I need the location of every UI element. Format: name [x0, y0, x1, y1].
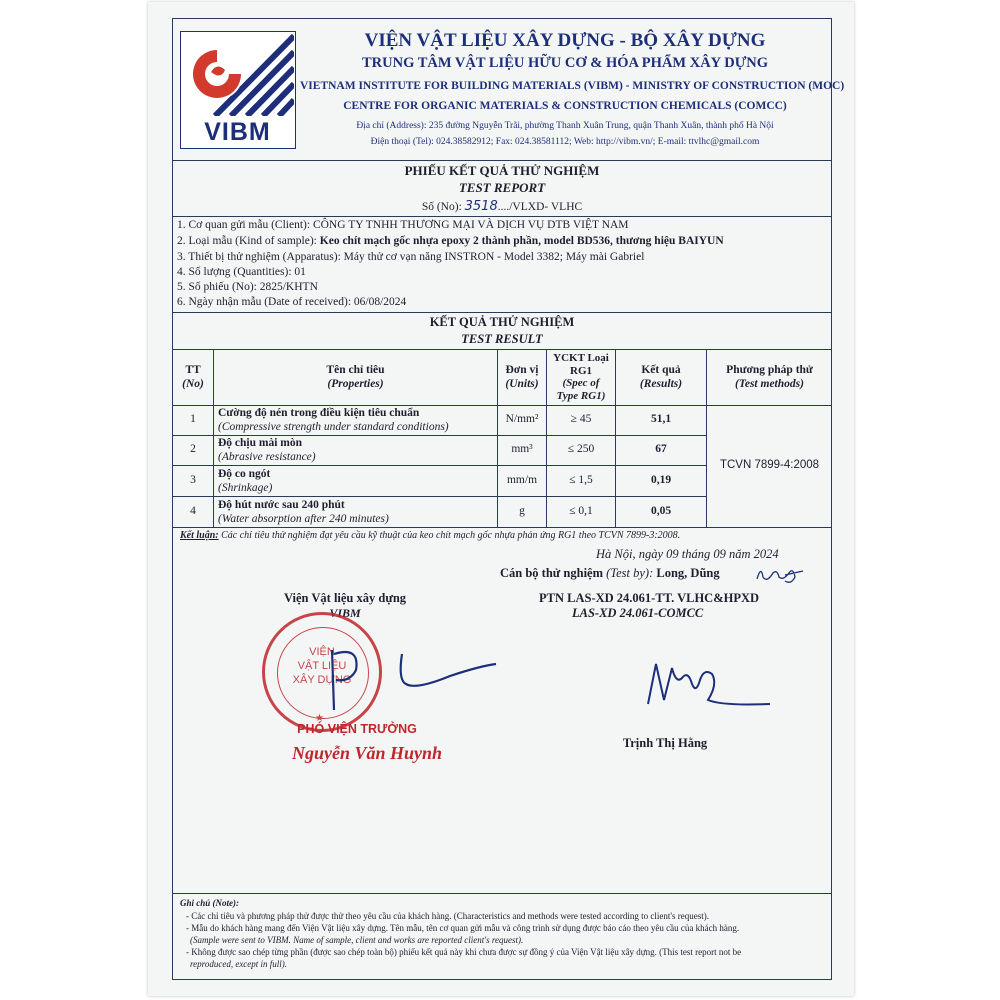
col-header-text: (Properties)	[327, 378, 384, 390]
divider	[172, 893, 832, 894]
tester-label-en: (Test by):	[606, 566, 654, 580]
note-3: - Không được sao chép từng phần (được sao chép toàn bộ) phiếu kết quả này khi chưa được sự đồng ý của Viện Vật liệu xây dựng. (This test report not be	[186, 947, 742, 957]
info-quantities	[177, 266, 306, 278]
header-line-3: VIETNAM INSTITUTE FOR BUILDING MATERIALS (VIBM) - MINISTRY OF CONSTRUCTION (MOC)	[300, 80, 845, 92]
divider	[172, 312, 832, 313]
test-method: TCVN 7899-4:2008	[719, 459, 820, 471]
notes-title: Ghi chú (Note):	[180, 898, 239, 908]
col-header-text: (Test methods)	[735, 378, 804, 390]
note-1: - Các chỉ tiêu và phương pháp thử được thử theo yêu cầu của khách hàng. (Characteristics and methods were tested according to client's request).	[186, 911, 709, 921]
tester-label: Cán bộ thử nghiệm	[500, 566, 604, 580]
col-header-text: RG1	[570, 364, 592, 377]
row-4-property	[218, 498, 389, 526]
info-label: 1. Cơ quan gửi mẫu (Client):	[177, 219, 311, 231]
row-4-tt: 4	[190, 505, 196, 517]
property-name-en: (Abrasive resistance)	[218, 451, 316, 463]
property-name: Độ chịu mài mòn	[218, 437, 303, 449]
lab-line-1: PTN LAS-XD 24.061-TT. VLHC&HPXD	[539, 591, 760, 605]
report-title: PHIẾU KẾT QUẢ THỬ NGHIỆM	[404, 163, 600, 178]
stamp-star-icon: ★	[315, 713, 324, 724]
row-1-property	[218, 406, 449, 434]
info-date	[177, 296, 406, 308]
info-number	[177, 281, 318, 293]
conclusion	[180, 530, 680, 541]
row-4-spec: ≤ 0,1	[569, 505, 593, 517]
col-header-text: (No)	[182, 378, 204, 390]
header-phone: Điện thoại (Tel): 024.38582912; Fax: 024.38581112; Web: http://vibm.vn/; E-mail: ttvlhc@gmail.com	[370, 137, 760, 147]
row-1-tt: 1	[190, 413, 196, 425]
info-value: Keo chít mạch gốc nhựa epoxy 2 thành phần, model BD536, thương hiệu BAIYUN	[319, 235, 724, 247]
info-value: Máy thử cơ vạn năng INSTRON - Model 3382; Máy mài Gabriel	[343, 251, 645, 263]
row-3-unit: mm/m	[506, 474, 538, 486]
right-signature-icon	[642, 654, 772, 714]
note-2-en: (Sample were sent to VIBM. Name of sample, client and works are reported client's request).	[190, 935, 524, 945]
property-name-en: (Compressive strength under standard conditions)	[218, 421, 449, 433]
col-header-methods	[707, 363, 832, 391]
note-2: - Mẫu do khách hàng mang đến Viện Vật liệu xây dựng. Tên mẫu, tên cơ quan gửi mẫu và công trình sử dụng được báo cáo theo yêu cầu của khách hàng.	[186, 923, 740, 933]
result-title: KẾT QUẢ THỬ NGHIỆM	[429, 315, 575, 329]
property-name: Cường độ nén trong điều kiện tiêu chuẩn	[218, 407, 420, 419]
info-kind	[177, 235, 724, 247]
row-1-result: 51,1	[650, 413, 672, 425]
note-3-en: reproduced, except in full).	[190, 959, 288, 969]
row-2-tt: 2	[190, 443, 196, 455]
property-name: Độ co ngót	[218, 468, 271, 480]
col-header-text: (Spec of	[562, 377, 600, 389]
table-line	[172, 527, 832, 528]
header-line-1: VIỆN VẬT LIỆU XÂY DỰNG - BỘ XÂY DỰNG	[364, 30, 766, 51]
info-value: CÔNG TY TNHH THƯƠNG MẠI VÀ DỊCH VỤ DTB VIỆT NAM	[312, 219, 629, 231]
info-value: 06/08/2024	[353, 296, 407, 308]
header-address: Địa chỉ (Address): 235 đường Nguyễn Trãi, phường Thanh Xuân Trung, quận Thanh Xuân, thành phố Hà Nội	[356, 121, 774, 131]
row-2-unit: mm³	[511, 443, 533, 455]
vibm-logo	[180, 31, 296, 149]
row-2-spec: ≤ 250	[567, 443, 595, 455]
deputy-name: Nguyễn Văn Huynh	[291, 743, 443, 763]
report-number-value: 3518	[464, 199, 498, 214]
row-3-spec: ≤ 1,5	[569, 474, 593, 486]
col-header-tt	[173, 363, 213, 391]
col-header-text: Type RG1)	[556, 389, 606, 402]
col-header-text: (Results)	[639, 378, 683, 390]
col-header-text: Kết quả	[641, 364, 681, 376]
tester-signature-icon	[755, 563, 805, 587]
divider	[172, 160, 832, 161]
info-value: 2825/KHTN	[259, 281, 318, 293]
tester-line	[500, 566, 720, 581]
info-apparatus	[177, 251, 644, 263]
col-header-text: YCKT Loại	[553, 352, 609, 364]
col-header-properties	[214, 363, 497, 391]
left-org-en: VIBM	[329, 606, 361, 620]
info-label: 2. Loại mẫu (Kind of sample):	[177, 235, 317, 247]
stamp-line: VIỆN	[309, 646, 335, 658]
row-1-spec: ≥ 45	[570, 413, 592, 425]
col-header-text: Phương pháp thử	[726, 364, 813, 376]
row-2-property	[218, 436, 316, 464]
col-header-text: Tên chỉ tiêu	[326, 364, 385, 376]
conclusion-label: Kết luận:	[180, 530, 219, 541]
row-1-unit: N/mm²	[505, 413, 539, 425]
info-label: 4. Số lượng (Quantities):	[177, 266, 292, 278]
report-title-en: TEST REPORT	[458, 180, 546, 195]
col-header-spec	[547, 352, 615, 402]
table-line	[172, 349, 832, 350]
report-number-prefix: Số (No):	[421, 201, 462, 213]
table-line	[172, 496, 706, 497]
vibm-emblem-icon	[181, 32, 294, 116]
col-header-units	[498, 363, 546, 391]
col-header-text: Đơn vị	[505, 364, 539, 376]
lab-line-2: LAS-XD 24.061-COMCC	[572, 606, 704, 620]
deputy-signature-icon	[320, 640, 500, 720]
property-name-en: (Shrinkage)	[218, 482, 273, 494]
info-label: 3. Thiết bị thử nghiệm (Apparatus):	[177, 251, 341, 263]
sign-date: Hà Nội, ngày 09 tháng 09 năm 2024	[596, 547, 779, 561]
row-3-result: 0,19	[650, 474, 672, 486]
left-org: Viện Vật liệu xây dựng	[283, 591, 407, 605]
divider	[172, 216, 832, 217]
info-label: 6. Ngày nhận mẫu (Date of received):	[177, 296, 352, 308]
right-signer-name: Trịnh Thị Hằng	[622, 736, 708, 750]
conclusion-text: Các chỉ tiêu thử nghiệm đạt yêu cầu kỹ thuật của keo chít mạch gốc nhựa phản ứng RG1 theo TCVN 7899-3:2008.	[221, 530, 681, 541]
col-header-text: (Units)	[505, 378, 539, 390]
vibm-logo-text: VIBM	[204, 118, 271, 146]
stamp-line: XÂY DỰNG	[292, 674, 352, 686]
property-name: Độ hút nước sau 240 phút	[218, 499, 345, 511]
row-4-result: 0,05	[650, 505, 672, 517]
property-name-en: (Water absorption after 240 minutes)	[218, 513, 389, 525]
info-value: 01	[294, 266, 306, 278]
deputy-title: PHÓ VIỆN TRƯỞNG	[297, 722, 417, 736]
info-label: 5. Số phiếu (No):	[177, 281, 257, 293]
table-line	[172, 465, 706, 466]
stamp-line: VẬT LIỆU	[297, 660, 347, 672]
tester-names: Long, Dũng	[656, 566, 720, 580]
result-title-en: TEST RESULT	[461, 332, 543, 346]
row-4-unit: g	[519, 505, 525, 517]
info-client	[177, 219, 629, 231]
report-number	[172, 199, 832, 214]
header-line-2: TRUNG TÂM VẬT LIỆU HỮU CƠ & HÓA PHẨM XÂY DỰNG	[361, 55, 768, 71]
col-header-text: TT	[185, 364, 201, 376]
col-header-results	[616, 363, 706, 391]
row-3-tt: 3	[190, 474, 196, 486]
row-2-result: 67	[655, 443, 667, 455]
header-line-4: CENTRE FOR ORGANIC MATERIALS & CONSTRUCTION CHEMICALS (COMCC)	[343, 100, 787, 112]
report-number-suffix: ..../VLXD- VLHC	[497, 201, 583, 213]
row-3-property	[218, 467, 272, 495]
